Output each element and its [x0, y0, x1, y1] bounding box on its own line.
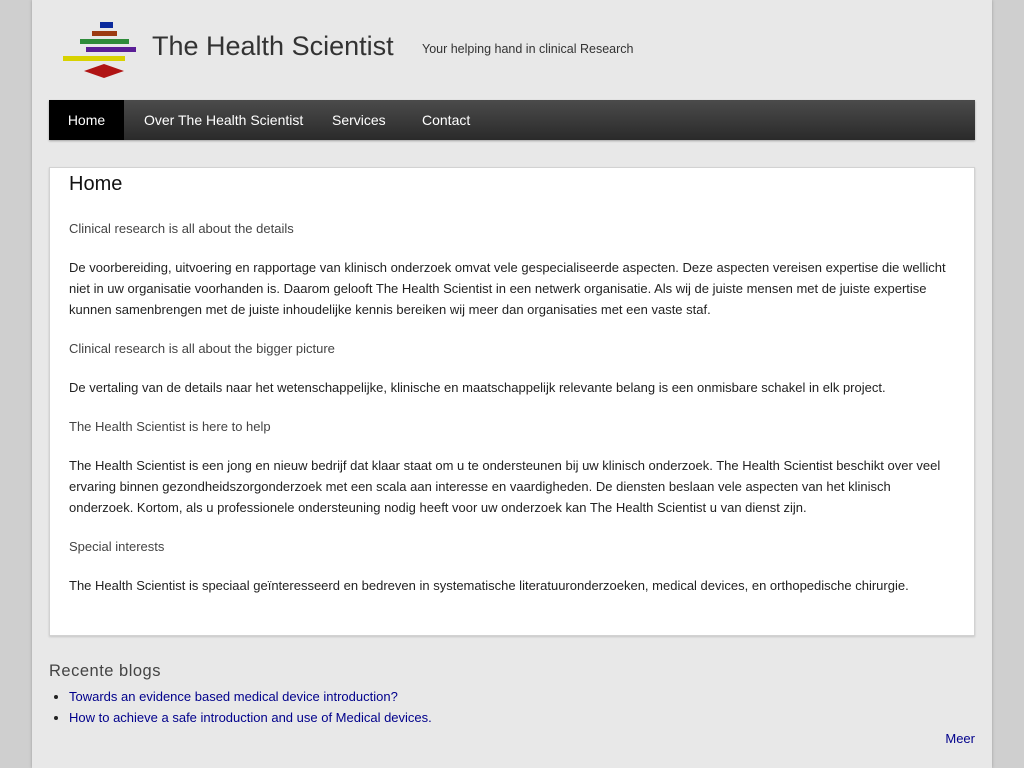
content-card	[49, 167, 975, 636]
nav-item-home[interactable]: Home	[49, 100, 124, 140]
site-header	[32, 0, 992, 100]
site-tagline: Your helping hand in clinical Research	[422, 42, 634, 56]
more-blogs-link[interactable]: Meer	[945, 731, 975, 746]
content-paragraph: De voorbereiding, uitvoering en rapportage van klinisch onderzoek omvat vele gespecialiseerde aspecten. Deze aspecten vereisen expertise die wellicht niet in uw organisatie voorhanden is. Daarom gelooft The Health Scientist in een netwerk organisatie. Als wij de juiste mensen met de juiste expertise kunnen samenbrengen met de juiste inhoudelijke kennis bereiken wij meer dan organisaties met een vaste staf.	[69, 260, 946, 317]
content-subheading: Clinical research is all about the details	[69, 221, 294, 236]
nav-item-services[interactable]: Services	[332, 112, 386, 128]
page-container	[32, 0, 992, 768]
main-navigation	[49, 100, 975, 140]
nav-item-over[interactable]: Over The Health Scientist	[144, 112, 304, 128]
recent-blogs-title: Recente blogs	[49, 662, 161, 680]
content-subheading: Special interests	[69, 539, 165, 554]
blog-list	[49, 686, 975, 728]
blog-link[interactable]: Towards an evidence based medical device introduction?	[69, 689, 398, 704]
content-subheading: The Health Scientist is here to help	[69, 419, 271, 434]
content-paragraph: The Health Scientist is speciaal geïnteresseerd en bedreven in systematische literatuuronderzoeken, medical devices, en orthopedische chirurgie.	[69, 578, 909, 593]
nav-item-contact[interactable]: Contact	[422, 112, 471, 128]
content-subheading: Clinical research is all about the bigger picture	[69, 341, 335, 356]
blog-link[interactable]: How to achieve a safe introduction and use of Medical devices.	[69, 710, 432, 725]
site-logo[interactable]	[62, 21, 140, 79]
list-item	[69, 686, 975, 707]
content-paragraph: The Health Scientist is een jong en nieuw bedrijf dat klaar staat om u te ondersteunen bij uw klinisch onderzoek. The Health Scientist beschikt over veel ervaring binnen gezondheidszorgonderzoek met een scala aan interesse en vaardigheden. De diensten beslaan vele aspecten van het klinisch onderzoek. Kortom, als u professionele ondersteuning nodig heeft voor uw onderzoek kan The Health Scientist u van dienst zijn.	[69, 458, 941, 515]
content-body	[69, 218, 949, 614]
recent-blogs-section	[49, 662, 975, 746]
site-title[interactable]: The Health Scientist	[152, 31, 394, 61]
content-paragraph: De vertaling van de details naar het wetenschappelijke, klinische en maatschappelijk relevante belang is een onmisbare schakel in elk project.	[69, 380, 886, 395]
page-title: Home	[69, 173, 123, 195]
list-item	[69, 707, 975, 728]
